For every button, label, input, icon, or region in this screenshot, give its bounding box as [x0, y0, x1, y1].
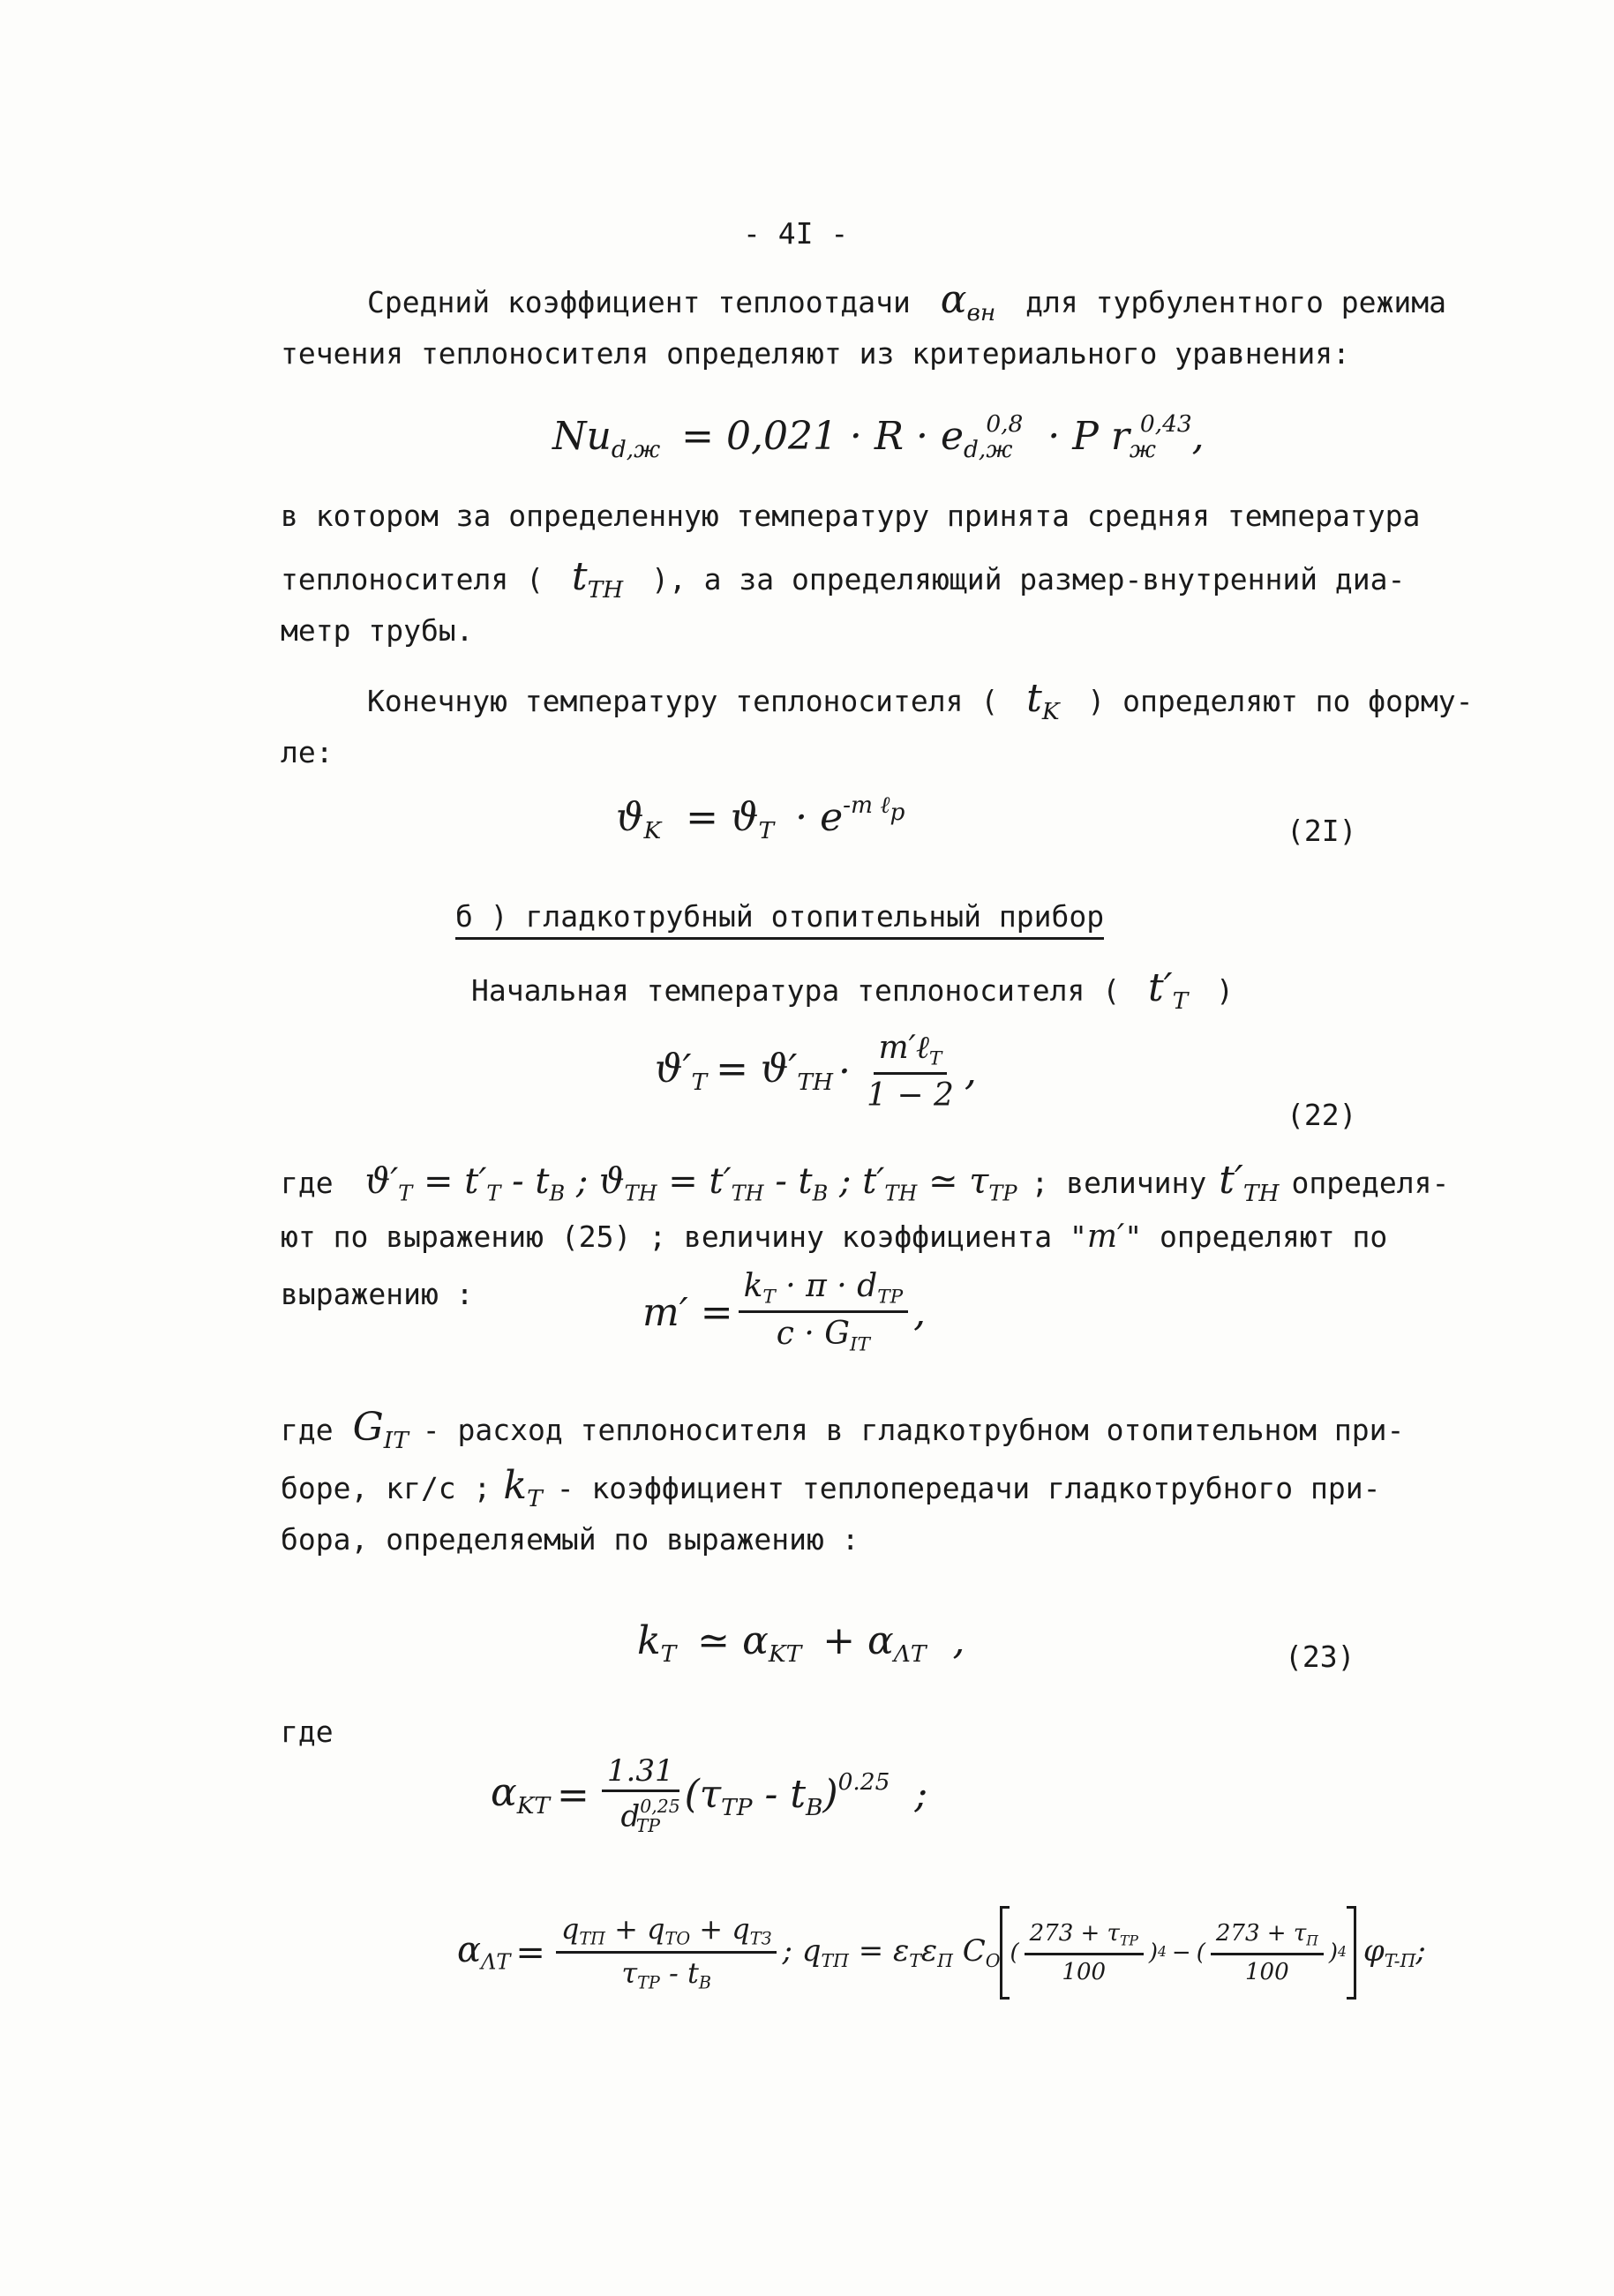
paragraph-line: течения теплоносителя определяют из критериального уравнения:	[281, 336, 1350, 371]
symbol-t-prime: $t'_{TH}$	[1219, 1158, 1280, 1208]
paragraph-line: ют по выражению (25) ; величину коэффициента "m′" определяют по	[281, 1219, 1388, 1255]
paragraph-line: Начальная температура теплоносителя ( $t'_T$ )	[471, 965, 1235, 1016]
right-bracket	[1347, 1906, 1356, 2000]
fraction: $\frac{273 + \tau_{TP}}{100}$	[1025, 1922, 1144, 1983]
equation-number: (23)	[1285, 1639, 1355, 1674]
left-bracket	[1000, 1906, 1010, 2000]
equation-22: $ϑ'_T$ = $ϑ'_{TH}$ · $\frac{m'\ell_T}{1 - 2}$ ,	[655, 1030, 977, 1114]
symbol-t: $t_{TH}$	[571, 554, 624, 604]
fraction: $\frac{q_{TП} + q_{TO} + q_{TЗ}}{\tau_{TP} - t_B}$	[556, 1915, 777, 1992]
symbol-k: $k_T$	[503, 1463, 543, 1513]
paragraph-line: Конечную температуру теплоносителя ( $t_K$ ) определяют по форму-	[367, 676, 1474, 726]
equation-number: (2I)	[1287, 814, 1357, 848]
paragraph-line: в котором за определенную температуру принята средняя температура	[281, 499, 1421, 533]
paragraph-line: где $ϑ'_T = t'_T - t_B$ ; $ϑ_{TH} = t'_{TH} - t_B$ ; $t'_{TH}$ ≃ $\tau_{TP}$ ; величину $t'_{TH}$ определя-	[281, 1158, 1450, 1208]
equation-23: $k_T$ ≃ $\alpha_{KT} + \alpha_{\Lambda T}$ ,	[637, 1618, 965, 1669]
paragraph-line: где	[281, 1714, 334, 1749]
equation-alpha-lt: $\alpha_{\Lambda T}$ = $\frac{q_{TП} + q_{TO} + q_{TЗ}}{\tau_{TP} - t_B}$ ; $q_{TП} = \varepsilon_T\varepsilon_П$ $C_O$ ( $\frac{273 + \tau_{TP}}{100}$ ) 4 − ( $\frac{273 + \tau_П}{100}$ ) 4 $\varphi_{T-П}$;	[457, 1906, 1426, 2000]
symbol-t-prime: $t'_T$	[1147, 965, 1189, 1016]
page-number: - 4I -	[743, 216, 849, 251]
equation-number: (22)	[1287, 1098, 1357, 1132]
paragraph-line	[367, 277, 1446, 327]
symbol-t: $t_K$	[1026, 676, 1060, 726]
paragraph-line: где $G_{IT}$ - расход теплоносителя в гладкотрубном отопительном при-	[281, 1405, 1405, 1455]
paragraph-line: ле:	[281, 735, 334, 769]
paragraph-line: метр трубы.	[281, 613, 474, 648]
fraction: $\frac{1.31}{d^{0,25}_{TP}}$	[602, 1756, 679, 1835]
paragraph-line: боре, кг/с ; $k_T$ - коэффициент теплопередачи гладкотрубного при-	[281, 1463, 1381, 1513]
paragraph-line: бора, определяемый по выражению :	[281, 1522, 860, 1557]
fraction: $\frac{273 + \tau_П}{100}$	[1211, 1922, 1324, 1983]
section-heading: б ) гладкотрубный отопительный прибор	[455, 902, 1104, 931]
equation-21: $ϑ_K = ϑ_T \cdot e^{-m \ell p}$	[616, 792, 905, 845]
paragraph-line: выражению :	[281, 1277, 474, 1311]
equation-m-prime: m′ = $\frac{k_T \cdot \pi \cdot d_{TP}}{c \cdot G_{IT}}$ ,	[642, 1268, 927, 1356]
equation-nusselt: $Nu_{d,ж} = 0,021 \cdot R \cdot e_{d,ж}^{0,8} \cdot P$ $r_ж^{0,43}$,	[552, 410, 1205, 464]
text-segment: Средний коэффициент теплоотдачи	[367, 285, 911, 319]
text-segment: для турбулентного режима	[1025, 285, 1446, 319]
fraction: $\frac{k_T \cdot \pi \cdot d_{TP}}{c \cdot G_{IT}}$	[739, 1271, 909, 1354]
equation-alpha-kt: $\alpha_{KT}$ = $\frac{1.31}{d^{0,25}_{TP}}$ $(\tau_{TP} - t_B)^{0.25}$ ;	[491, 1753, 928, 1837]
fraction: $\frac{m'\ell_T}{1 - 2}$	[866, 1030, 954, 1114]
symbol-alpha: $\alpha_{вн}$	[940, 277, 996, 327]
definition-formula: $ϑ'_T = t'_T - t_B$ ; $ϑ_{TH} = t'_{TH} - t_B$ ; $t'_{TH}$ ≃ $\tau_{TP}$	[364, 1161, 1017, 1206]
symbol-g: $G_{IT}$	[352, 1405, 409, 1455]
paragraph-line: теплоносителя ( $t_{TH}$ ), а за определяющий размер-внутренний диа-	[281, 554, 1406, 604]
